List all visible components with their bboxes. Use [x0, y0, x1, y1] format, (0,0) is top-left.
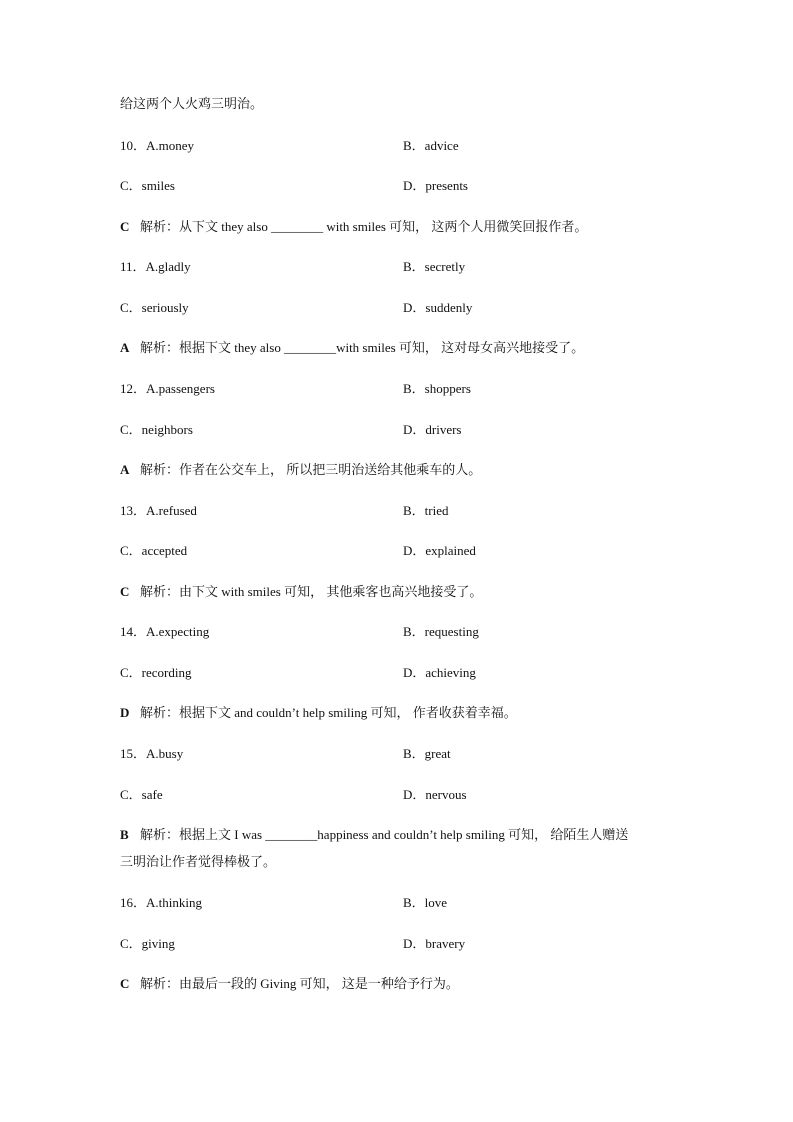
question-12-option-c: C．neighbors — [120, 422, 193, 437]
question-11-option-a: 11．A.gladly — [120, 259, 191, 274]
question-13-option-a: 13．A.refused — [120, 503, 197, 518]
question-10-option-a: 10．A.money — [120, 138, 195, 153]
question-11-option-d: D．suddenly — [403, 300, 473, 315]
question-11-row-2 — [120, 298, 680, 318]
question-14-option-c: C．recording — [120, 665, 192, 680]
question-10-option-c: C．smiles — [120, 178, 175, 193]
answer-letter: B — [120, 827, 129, 842]
question-14-option-b: B．requesting — [403, 624, 479, 639]
analysis-text: 解析：根据下文 they also ________with smiles 可知， 这对母女高兴地接受了。 — [140, 340, 585, 355]
question-15-row-1 — [120, 744, 680, 764]
question-16-option-b: B．love — [403, 895, 448, 910]
answer-letter: D — [120, 705, 130, 720]
question-16-row-1 — [120, 893, 680, 913]
question-13-option-b: B．tried — [403, 503, 449, 518]
question-16-option-d: D．bravery — [403, 936, 466, 951]
question-15-analysis — [120, 825, 680, 845]
question-16-analysis — [120, 974, 680, 994]
question-12-option-d: D．drivers — [403, 422, 462, 437]
question-15-row-2 — [120, 785, 680, 805]
question-11-option-b: B．secretly — [403, 259, 466, 274]
question-16-option-a: 16．A.thinking — [120, 895, 202, 910]
question-15-option-a: 15．A.busy — [120, 746, 184, 761]
answer-letter: C — [120, 584, 130, 599]
answer-letter: C — [120, 219, 130, 234]
analysis-text: 解析：从下文 they also ________ with smiles 可知， 这两个人用微笑回报作者。 — [140, 219, 588, 234]
question-16-option-c: C．giving — [120, 936, 175, 951]
question-10-row-2 — [120, 176, 680, 196]
question-13-option-c: C．accepted — [120, 543, 188, 558]
question-14-option-d: D．achieving — [403, 665, 476, 680]
analysis-text: 解析：作者在公交车上， 所以把三明治送给其他乘车的人。 — [140, 462, 482, 477]
question-14-row-2 — [120, 663, 680, 683]
question-12-analysis — [120, 460, 680, 480]
question-14-option-a: 14．A.expecting — [120, 624, 210, 639]
question-13-analysis — [120, 582, 680, 602]
question-15-option-d: D．nervous — [403, 787, 467, 802]
question-15-option-c: C．safe — [120, 787, 163, 802]
question-12-option-b: B．shoppers — [403, 381, 471, 396]
question-13-row-1 — [120, 501, 680, 521]
question-10-row-1 — [120, 136, 680, 156]
answer-letter: A — [120, 340, 130, 355]
analysis-text: 解析：根据下文 and couldn’t help smiling 可知， 作者收获着幸福。 — [140, 705, 517, 720]
question-13-option-d: D．explained — [403, 543, 476, 558]
question-12-row-1 — [120, 379, 680, 399]
question-12-row-2 — [120, 420, 680, 440]
question-12-option-a: 12．A.passengers — [120, 381, 215, 396]
question-10-option-d: D．presents — [403, 178, 468, 193]
question-13-row-2 — [120, 541, 680, 561]
question-14-row-1 — [120, 622, 680, 642]
answer-letter: C — [120, 976, 130, 991]
question-10-analysis — [120, 217, 680, 237]
question-16-row-2 — [120, 934, 680, 954]
answer-letter: A — [120, 462, 130, 477]
analysis-text: 解析：由下文 with smiles 可知， 其他乘客也高兴地接受了。 — [140, 584, 483, 599]
question-10-option-b: B．advice — [403, 138, 459, 153]
question-15-analysis-continued: 三明治让作者觉得棒极了。 — [120, 854, 277, 869]
intro-text: 给这两个人火鸡三明治。 — [120, 96, 264, 111]
question-14-analysis — [120, 703, 680, 723]
question-11-option-c: C．seriously — [120, 300, 189, 315]
analysis-text: 解析：由最后一段的 Giving 可知， 这是一种给予行为。 — [140, 976, 459, 991]
analysis-text: 解析：根据上文 I was ________happiness and couldn’t help smiling 可知， 给陌生人赠送 — [140, 827, 629, 842]
question-15-option-b: B．great — [403, 746, 451, 761]
question-11-row-1 — [120, 257, 680, 277]
question-11-analysis — [120, 338, 680, 358]
